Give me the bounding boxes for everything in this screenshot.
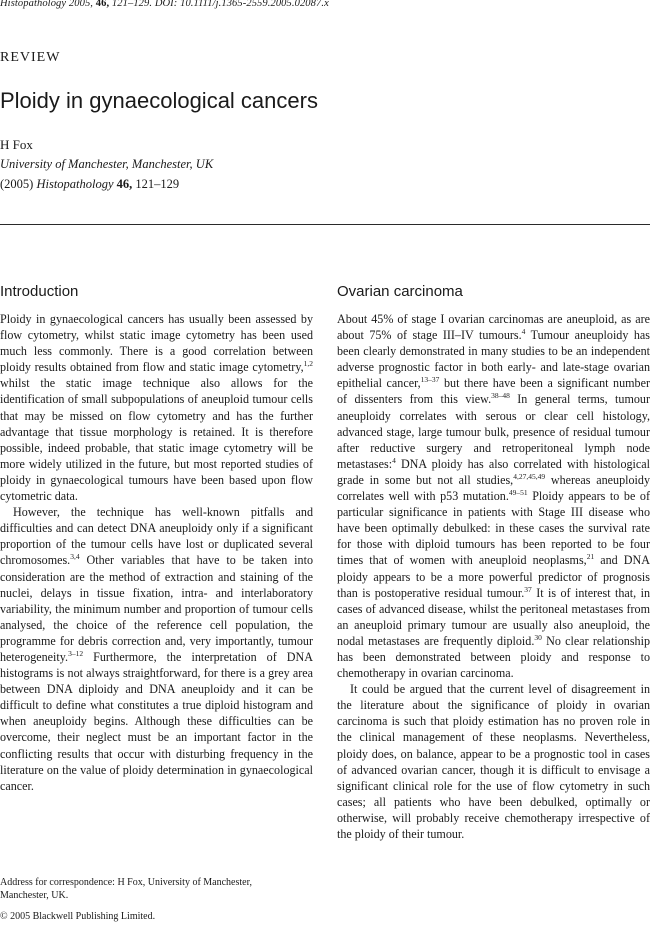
ovarian-carcinoma-heading: Ovarian carcinoma [337,283,463,300]
header-divider [0,224,650,225]
running-head-volume: 46, [95,0,110,9]
copyright-notice: © 2005 Blackwell Publishing Limited. [0,911,156,922]
citation-pages: 121–129 [135,177,180,191]
citation-ref: 49–51 [508,488,528,498]
citation-ref: 21 [586,552,595,562]
citation-year: (2005) [0,177,34,191]
citation-ref: 4 [521,327,526,337]
author-affiliation: University of Manchester, Manchester, UK [0,157,214,171]
citation-ref: 37 [524,584,532,594]
citation-ref: 13–37 [420,375,440,385]
ovarian-paragraph-1: About 45% of stage I ovarian carcinomas are aneuploid, as are about 75% of stage III–IV tumours.$^4$ Tumour aneuploidy has been clearly demonstrated in many studies to be an independent adverse prognostic factor in both early- and late-stage ovarian epithelial cancer,$^{13-37}$ but there have been a significant number of dissenters from this view.$^{38-48}$ In general terms, tumour aneuploidy correlates with serous or clear cell histology, advanced stage, large tumour bulk, presence of residual tumour after reductive surgery and retroperitoneal lymph node metastases:$^4$ DNA ploidy has also correlated with histological grade in some but not all studies,$^{4,27,45,49}$ whereas aneuploidy correlates well with p53 mutation.$^{49-51}$ Ploidy appears to be of particular significance in patients with Stage III disease who have been optimally debulked: in these cases the survival rate for those with diploid tumours has been reported to be four times that of women with aneuploid neoplasms,$^{21}$ and DNA ploidy appears to be a more powerful predictor of prognosis than is postoperative residual tumour.$^{37}$ It is of interest that, in cases of advanced disease, whilst the peritoneal metastases from an aneuploid primary tumour are usually also aneuploid, the nodal metastases are frequently diploid.$^{30}$ No clear relationship has been demonstrated between ploidy and response to chemotherapy in ovarian carcinoma. [337,312,650,681]
running-head [0,0,329,9]
citation-ref: 38–48 [491,391,510,401]
introduction-paragraph-2: However, the technique has well-known pitfalls and difficulties and can detect DNA aneuploidy only if a significant proportion of the tumour cells have lost or duplicated several chromosomes.$^{3,4}$ Other variables that have to be taken into consideration are the method of extraction and staining of the nuclei, delays in tissue fixation, intra- and interlaboratory variability, the minimum number and proportion of tumour cells analysed, the choice of the reference cell population, the programme for debris correction and, very importantly, tumour heterogeneity.$^{3-12}$ Furthermore, the interpretation of DNA histograms is not always straightforward, for there is a grey area between DNA diploidy and DNA aneuploidy and it can be difficult to define what constitutes a true diploid histogram and when aneuploidy begins. Although these difficulties can be overcome, their neglect must be an important factor in the conflicting results that occur with disturbing frequency in the literature on the value of ploidy determination in gynaecological cancer. [0,505,313,793]
citation-ref: 30 [534,632,542,642]
introduction-heading: Introduction [0,283,79,300]
introduction-paragraph-1: Ploidy in gynaecological cancers has usually been assessed by flow cytometry, whilst static image cytometry has been used much less commonly. There is a good correlation between ploidy results obtained from flow and static image cytometry,$^{1,2}$ whilst the static image technique also allows for the identification of small subpopulations of aneuploid tumour cells that may be missed on flow cytometry and has the further advantage that tissue morphology is retained. It is therefore possible, indeed probable, that static image cytometry will be more widely utilized in the future, but most reported studies of ploidy in gynaecological tumours have been based upon flow cytometric data. [0,312,313,504]
author-name: H Fox [0,137,33,152]
citation-ref: 3,4 [70,552,80,562]
citation-ref: 1,2 [303,359,313,369]
section-label: REVIEW [0,50,61,65]
citation-line [0,177,179,192]
citation-ref: 4,27,45,49 [513,471,546,481]
correspondence-address: Address for correspondence: H Fox, University of Manchester, Manchester, UK. [0,877,253,901]
citation-ref: 3–12 [68,648,84,658]
running-head-year: 2005, [68,0,94,9]
running-head-journal: Histopathology [0,0,67,9]
citation-journal: Histopathology [36,177,114,191]
ovarian-paragraph-2: It could be argued that the current level of disagreement in the literature about the significance of ploidy in ovarian carcinoma is such that ploidy estimation has no proven role in the clinical management of these neoplasms. Nevertheless, ploidy does, on balance, appear to be a prognostic tool in cases of advanced ovarian cancer, though it is difficult to envisage a significant clinical role for the use of flow cytometry in such cases; all patients who have been debulked, optimally or otherwise, will probably receive chemotherapy irrespective of the ploidy of their tumour. [337,682,650,841]
right-column [337,282,650,842]
article-title: Ploidy in gynaecological cancers [0,88,318,113]
citation-ref: 4 [392,455,396,465]
citation-volume: 46, [116,177,133,191]
running-head-pages-doi: 121–129. DOI: 10.1111/j.1365-2559.2005.02087.x [111,0,329,9]
left-column [0,282,313,794]
